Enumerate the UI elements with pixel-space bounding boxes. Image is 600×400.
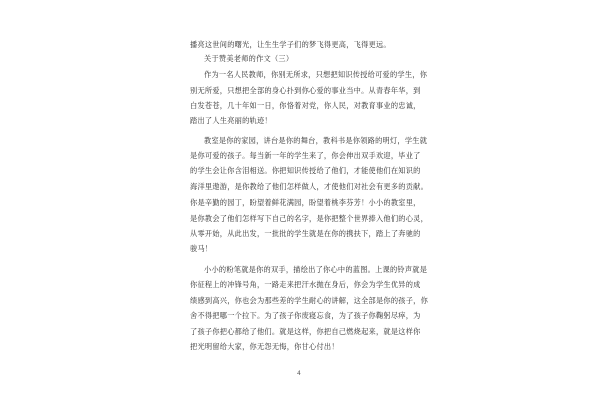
section-heading: 关于赞美老师的作文（三） — [204, 54, 294, 63]
paragraph-line-2: 作为一名人民教师，你别无所求，只想把知识传授给可爱的学生，你 — [204, 70, 428, 79]
paragraph-line-11: 是你教会了他们怎样写下自己的名字，是你把整个世界捧入他们的心灵， — [190, 214, 429, 223]
paragraph-line-8: 的学生会让你含泪相送。你把知识传授给了他们，才能使他们在知识的 — [190, 166, 421, 175]
paragraph-line-10: 你是辛勤的园丁，盼望着鲜花满园，盼望着桃李芬芳！小小的教室里， — [190, 198, 421, 207]
paragraph-line-15: 你征程上的冲锋号角，一路走来把汗水抛在身后，你会为学生优异的成 — [190, 280, 421, 289]
paragraph-line-19: 把光明留给大家，你无怨无悔，你甘心付出！ — [190, 342, 339, 351]
paragraph-line-1: 播亮这世间的曙光，让生生学子们的梦飞得更高，飞得更远。 — [190, 40, 391, 49]
paragraph-line-3: 别无所爱，只想把全部的身心扑到你心爱的事业当中。从青春年华，到 — [190, 86, 421, 95]
paragraph-line-12: 从零开始，从此出发，一批批的学生就是在你的携扶下，踏上了奔驰的 — [190, 229, 421, 238]
paragraph-line-9: 海洋里遨游，是你教给了他们怎样做人，才使他们对社会有更多的贡献。 — [190, 182, 429, 191]
paragraph-line-7: 是你可爱的孩子。每当新一年的学生来了，你会伸出双手欢迎，毕业了 — [190, 151, 421, 160]
paragraph-line-4: 白发苍苍，几十年如一日，你恪着对党，你人民，对教育事业的忠诚， — [190, 101, 421, 110]
paragraph-line-5: 踏出了人生亮丽的轨迹！ — [190, 116, 272, 125]
paragraph-line-17: 舍不得把哪一个拉下。为了孩子你废寝忘食，为了孩子你鞠躬尽瘁，为 — [190, 311, 421, 320]
paragraph-line-13: 骏马！ — [190, 244, 213, 253]
paragraph-line-16: 绩感到高兴，你也会为那些差的学生耐心的讲解，这全部是你的孩子，你 — [190, 296, 429, 305]
paragraph-line-6: 教室是你的家园，讲台是你的舞台，教科书是你领路的明灯，学生就 — [204, 136, 428, 145]
paragraph-line-18: 了孩子你把心都给了他们。就是这样，你把自己燃烧起来，就是这样你 — [190, 327, 421, 336]
paragraph-line-14: 小小的粉笔就是你的双手，描绘出了你心中的蓝图。上课的铃声就是 — [204, 265, 428, 274]
page-number: 4 — [297, 370, 301, 377]
